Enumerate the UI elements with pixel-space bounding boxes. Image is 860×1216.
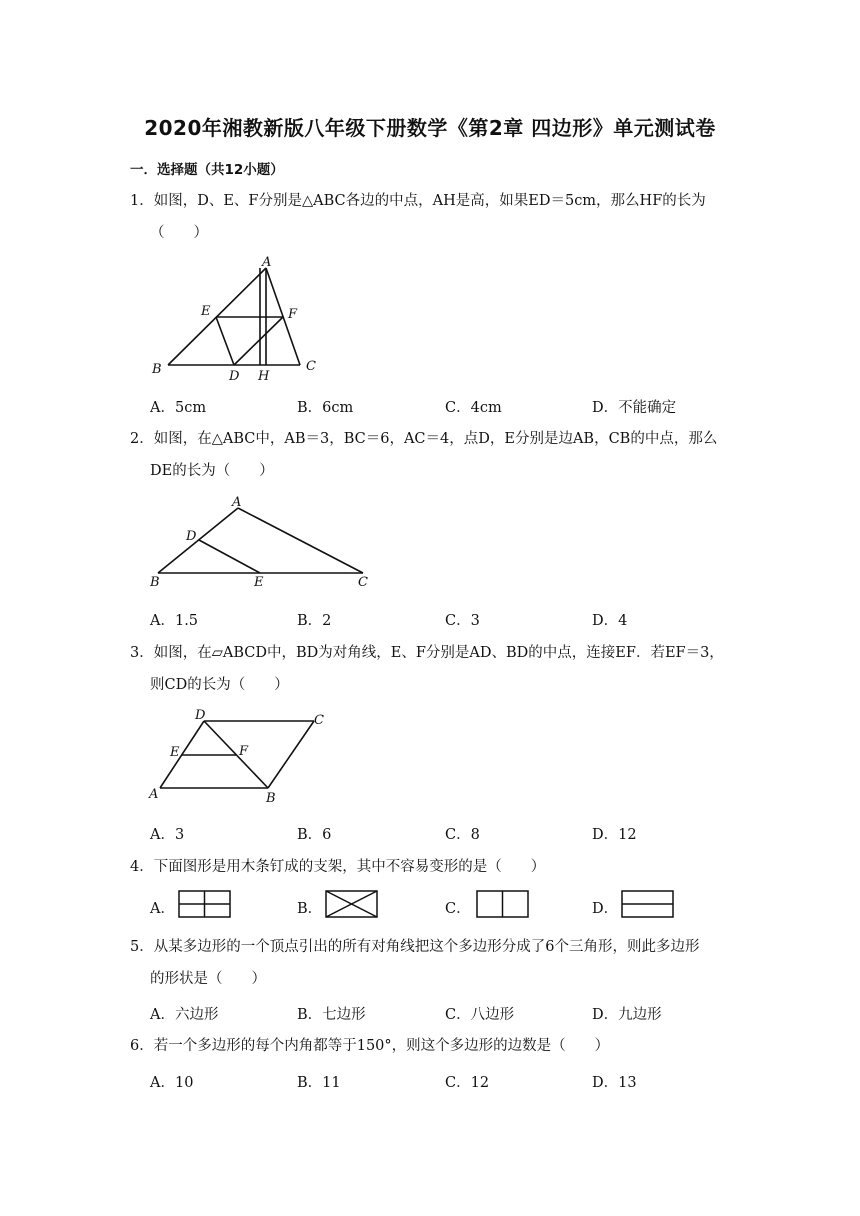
fig2-label-e: E — [254, 575, 264, 590]
q1-option-c[interactable]: C．4cm — [445, 400, 502, 416]
question-1-text-cont: （ ） — [150, 225, 208, 241]
q4-option-d[interactable]: D． — [592, 901, 619, 917]
section-heading: 一．选择题（共12小题） — [130, 162, 284, 178]
q4-option-a-frame — [178, 890, 232, 920]
q1-option-a[interactable]: A．5cm — [150, 400, 207, 416]
q4-option-b-frame — [325, 890, 379, 920]
q4-option-a[interactable]: A． — [150, 901, 175, 917]
question-2-text: 2．如图，在△ABC中，AB＝3，BC＝6，AC＝4，点D，E分别是边AB，CB的中点，那么 — [130, 431, 718, 447]
q5-option-b[interactable]: B．七边形 — [297, 1007, 366, 1023]
fig2-label-c: C — [358, 575, 368, 590]
q1-option-d[interactable]: D．不能确定 — [592, 400, 677, 416]
q4-option-b[interactable]: B． — [297, 901, 323, 917]
q2-option-d[interactable]: D．4 — [592, 613, 628, 629]
q2-option-b[interactable]: B．2 — [297, 613, 332, 629]
question-1-text: 1．如图，D、E、F分别是△ABC各边的中点，AH是高，如果ED＝5cm，那么HF的长为 — [130, 193, 706, 209]
question-3-text-cont: 则CD的长为（ ） — [150, 677, 289, 693]
question-3-figure — [146, 704, 336, 806]
fig3-label-a: A — [149, 787, 159, 802]
q3-option-b[interactable]: B．6 — [297, 827, 332, 843]
question-2-text-cont: DE的长为（ ） — [150, 463, 274, 479]
fig1-label-d: D — [229, 369, 240, 384]
q5-option-d[interactable]: D．九边形 — [592, 1007, 662, 1023]
fig2-label-d: D — [186, 529, 197, 544]
page-title: 2020年湘教新版八年级下册数学《第2章 四边形》单元测试卷 — [144, 116, 716, 140]
q3-option-a[interactable]: A．3 — [150, 827, 185, 843]
q4-option-c[interactable]: C． — [445, 901, 471, 917]
q6-option-b[interactable]: B．11 — [297, 1075, 341, 1091]
question-2-figure — [146, 492, 376, 592]
fig3-label-e: E — [170, 745, 180, 760]
fig3-label-f: F — [239, 744, 249, 759]
q3-option-c[interactable]: C．8 — [445, 827, 480, 843]
q1-option-b[interactable]: B．6cm — [297, 400, 354, 416]
fig2-label-b: B — [150, 575, 160, 590]
fig3-label-b: B — [266, 791, 276, 806]
q4-option-d-frame — [621, 890, 675, 920]
q6-option-d[interactable]: D．13 — [592, 1075, 637, 1091]
question-6-text: 6．若一个多边形的每个内角都等于150°，则这个多边形的边数是（ ） — [130, 1038, 610, 1054]
q5-option-c[interactable]: C．八边形 — [445, 1007, 515, 1023]
q6-option-a[interactable]: A．10 — [150, 1075, 194, 1091]
fig1-label-b: B — [152, 362, 162, 377]
q3-option-d[interactable]: D．12 — [592, 827, 637, 843]
question-4-text: 4．下面图形是用木条钉成的支架，其中不容易变形的是（ ） — [130, 859, 546, 875]
q6-option-c[interactable]: C．12 — [445, 1075, 490, 1091]
q2-option-c[interactable]: C．3 — [445, 613, 480, 629]
fig3-label-c: C — [314, 713, 324, 728]
question-3-text: 3．如图，在▱ABCD中，BD为对角线，E、F分别是AD、BD的中点，连接EF．若EF＝3， — [130, 645, 724, 661]
fig1-label-f: F — [288, 307, 298, 322]
q5-option-a[interactable]: A．六边形 — [150, 1007, 219, 1023]
question-5-text: 5．从某多边形的一个顶点引出的所有对角线把这个多边形分成了6个三角形，则此多边形 — [130, 939, 700, 955]
question-1-figure — [148, 252, 318, 384]
question-5-text-cont: 的形状是（ ） — [150, 971, 266, 987]
q2-option-a[interactable]: A．1.5 — [150, 613, 199, 629]
q4-option-c-frame — [476, 890, 530, 920]
fig1-label-h: H — [258, 369, 270, 384]
fig1-label-a: A — [262, 255, 272, 270]
fig3-label-d: D — [195, 708, 206, 723]
fig2-label-a: A — [232, 495, 242, 510]
fig1-label-c: C — [306, 359, 316, 374]
fig1-label-e: E — [201, 304, 211, 319]
